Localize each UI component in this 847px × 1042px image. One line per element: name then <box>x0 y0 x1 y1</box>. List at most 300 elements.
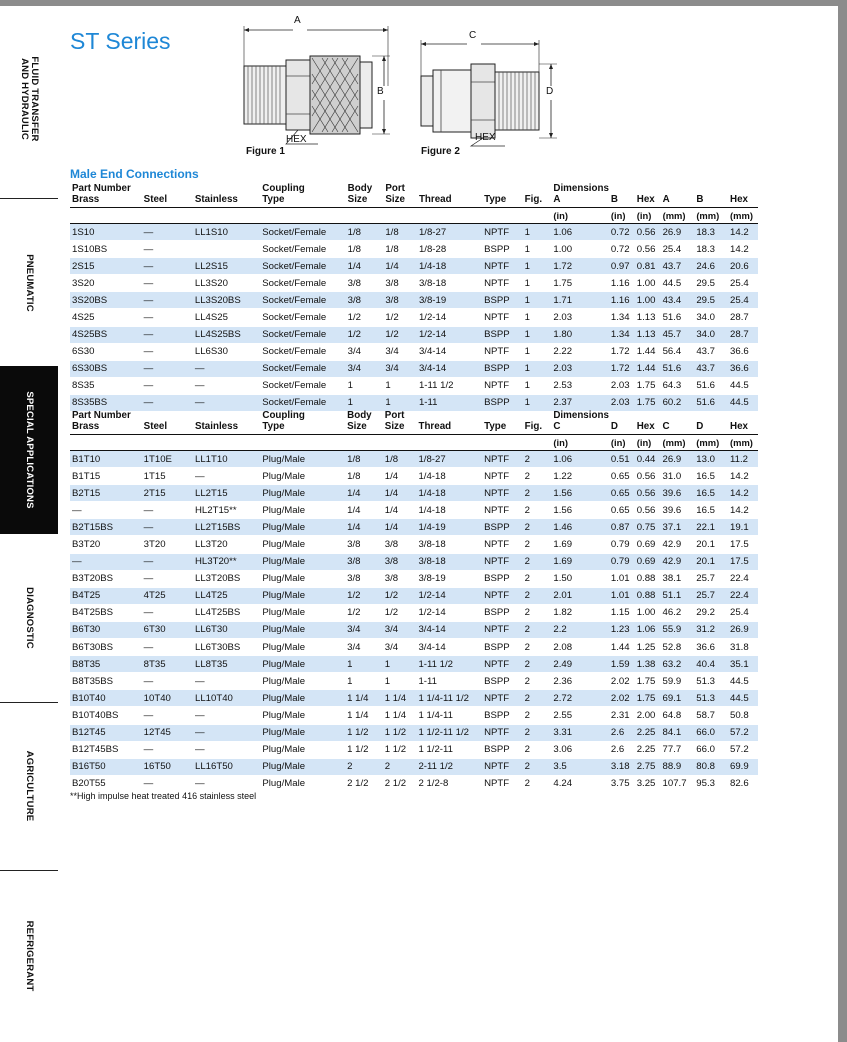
table-cell: 57.2 <box>728 724 758 741</box>
table-cell: 1T10E <box>142 451 193 468</box>
table-row <box>70 502 758 519</box>
table-cell: 45.7 <box>661 326 695 343</box>
table-cell: A <box>551 194 609 208</box>
side-tab-diagnostic[interactable] <box>0 534 58 702</box>
table-cell <box>482 435 523 451</box>
table-cell: NPTF <box>482 275 523 292</box>
table-cell: 1.75 <box>635 394 661 411</box>
table-cell: 0.65 <box>609 485 635 502</box>
table-cell: — <box>193 707 260 724</box>
table-cell: 77.7 <box>661 741 695 758</box>
table-cell: Thread <box>416 421 482 435</box>
table-cell: B12T45 <box>70 724 142 741</box>
table-cell: Steel <box>142 194 193 208</box>
table-cell: Port <box>384 410 405 421</box>
table-cell: 1.75 <box>551 275 609 292</box>
table-cell: 2S15 <box>70 258 142 275</box>
table-cell: 18.3 <box>694 241 728 258</box>
table-cell: 14.2 <box>728 241 758 258</box>
table-cell: 14.2 <box>728 468 758 485</box>
table-cell: 59.9 <box>661 673 695 690</box>
table-cell: 51.6 <box>694 394 728 411</box>
table-cell: 1/2 <box>383 326 417 343</box>
table-cell <box>635 410 661 421</box>
table-cell: 2 <box>523 519 552 536</box>
table-cell: 1/4-19 <box>416 519 482 536</box>
figure-2-caption: Figure 2 <box>421 146 460 157</box>
figure-1 <box>238 14 408 164</box>
table-cell: 2 <box>523 621 552 638</box>
table-cell: Hex <box>728 421 758 435</box>
table-cell: (mm) <box>661 435 695 451</box>
table-cell: NPTF <box>482 451 523 468</box>
table-cell: 3/8 <box>383 275 417 292</box>
table-cell: 14.2 <box>728 224 758 241</box>
table-cell: 14.2 <box>728 502 758 519</box>
table-cell: Plug/Male <box>260 690 345 707</box>
table-cell: 1.59 <box>609 656 635 673</box>
table-cell <box>193 241 260 258</box>
table-cell: 44.5 <box>728 394 758 411</box>
table-cell <box>609 183 635 194</box>
table-cell: 3/4 <box>383 621 417 638</box>
table-cell: Plug/Male <box>260 468 345 485</box>
table-cell <box>609 410 635 421</box>
side-tab-divider <box>0 870 58 871</box>
table-cell: 1.56 <box>551 485 609 502</box>
table-cell: 3/8 <box>346 292 384 309</box>
table-cell: 1.00 <box>635 604 661 621</box>
table-cell: LL6S30 <box>193 343 260 360</box>
table-cell: 3/8-19 <box>417 292 482 309</box>
table-cell: 3.25 <box>635 775 661 792</box>
table-cell: LL3T20 <box>193 536 260 553</box>
table-cell: 3S20 <box>70 275 142 292</box>
table-cell: 1/8 <box>383 451 417 468</box>
table-cell: 2 <box>383 758 417 775</box>
table-cell: 3/4-14 <box>417 343 482 360</box>
table-cell: 2.25 <box>635 724 661 741</box>
table-cell: 1/4-18 <box>416 485 482 502</box>
table-cell: 1 1/2 <box>383 741 417 758</box>
table-cell: (mm) <box>694 208 728 224</box>
table-cell: 2.2 <box>551 621 609 638</box>
side-tab-divider <box>0 702 58 703</box>
table-cell: Socket/Female <box>260 241 345 258</box>
table-cell: — <box>193 673 260 690</box>
table-cell: B8T35 <box>70 656 142 673</box>
table-cell: NPTF <box>482 343 523 360</box>
table-cell: BSPP <box>482 241 523 258</box>
table-cell: 2.03 <box>551 309 609 326</box>
table-cell: 1 1/2-11 1/2 <box>416 724 482 741</box>
table-cell: 1.01 <box>609 587 635 604</box>
table-cell: Plug/Male <box>260 656 345 673</box>
table-cell: 1.69 <box>551 553 609 570</box>
table-cell: 0.56 <box>635 241 661 258</box>
table-cell <box>417 208 482 224</box>
table-cell: 63.2 <box>661 656 695 673</box>
table-cell <box>345 435 383 451</box>
table-cell: 28.7 <box>728 309 758 326</box>
table-cell: 2 <box>523 775 552 792</box>
table-cell: 1.82 <box>551 604 609 621</box>
table-row <box>70 485 758 502</box>
table-cell: 2 <box>523 690 552 707</box>
table-cell: 36.6 <box>694 639 728 656</box>
table-cell: 43.7 <box>694 360 728 377</box>
table-cell: 2 <box>523 673 552 690</box>
table-cell: Socket/Female <box>260 309 345 326</box>
table-cell: 1 <box>523 360 552 377</box>
table-cell: 1/4 <box>383 485 417 502</box>
table-row <box>70 673 758 690</box>
table-cell: Plug/Male <box>260 673 345 690</box>
table-cell: 1.75 <box>635 673 661 690</box>
table-cell: 43.7 <box>661 258 695 275</box>
table-cell: — <box>193 741 260 758</box>
table-cell: 1 1/2-11 <box>416 741 482 758</box>
table-cell: (in) <box>609 208 635 224</box>
table-cell: 31.2 <box>694 621 728 638</box>
table-cell: B2T15 <box>70 485 142 502</box>
table-cell: 1/2-14 <box>416 587 482 604</box>
table-cell: Socket/Female <box>260 360 345 377</box>
header-row <box>70 194 758 208</box>
table-cell: Plug/Male <box>260 553 345 570</box>
table-cell: Type <box>482 194 523 208</box>
table-cell: 57.2 <box>728 741 758 758</box>
table-cell: 3/8-19 <box>416 570 482 587</box>
table-cell: 3/4 <box>346 360 384 377</box>
table-cell: 3T20 <box>142 536 193 553</box>
table-cell: BSPP <box>482 741 523 758</box>
table-cell: 2 1/2-8 <box>416 775 482 792</box>
table-cell: Socket/Female <box>260 394 345 411</box>
table-cell: 1 <box>523 258 552 275</box>
table-row <box>70 775 758 792</box>
table-cell: Size <box>345 421 383 435</box>
table-cell: 26.9 <box>728 621 758 638</box>
table-cell <box>728 410 758 421</box>
table-cell: 0.56 <box>635 468 661 485</box>
table-cell: (in) <box>635 208 661 224</box>
table-cell: 60.2 <box>661 394 695 411</box>
table-cell: D <box>694 421 728 435</box>
header-row <box>70 421 758 435</box>
table-cell: BSPP <box>482 360 523 377</box>
table-cell: 69.9 <box>728 758 758 775</box>
table-row <box>70 275 758 292</box>
table-cell: LL6T30BS <box>193 639 260 656</box>
side-tab-agriculture[interactable] <box>0 702 58 870</box>
table-cell: 1 <box>523 377 552 394</box>
table-cell <box>523 208 552 224</box>
table-cell: 1.15 <box>609 604 635 621</box>
table-cell: 4T25 <box>142 587 193 604</box>
table-cell: 3/8 <box>345 536 383 553</box>
table-cell: 1 1/2 <box>345 724 383 741</box>
table-cell: LL1T10 <box>193 451 260 468</box>
table-cell: 3.18 <box>609 758 635 775</box>
table-cell: 22.4 <box>728 570 758 587</box>
table-cell: 3/8 <box>383 536 417 553</box>
table-cell: — <box>193 360 260 377</box>
table-cell: — <box>193 377 260 394</box>
footnote: **High impulse heat treated 416 stainless steel <box>70 791 257 801</box>
table-cell: 2.49 <box>551 656 609 673</box>
table-cell: 1/8 <box>345 451 383 468</box>
table-cell: Size <box>383 194 417 208</box>
table-cell: 1 1/4 <box>345 690 383 707</box>
side-tab-label: REFRIGERANT <box>24 920 35 992</box>
table-cell: 1/2 <box>346 309 384 326</box>
table-cell: Thread <box>417 194 482 208</box>
table-cell: B12T45BS <box>70 741 142 758</box>
table-cell: Plug/Male <box>260 621 345 638</box>
table-cell: 1.16 <box>609 292 635 309</box>
table-cell: 107.7 <box>661 775 695 792</box>
table-cell: BSPP <box>482 519 523 536</box>
side-tab-label: SPECIAL APPLICATIONS <box>24 391 35 509</box>
table-cell: 2.03 <box>609 377 635 394</box>
table-cell: 0.79 <box>609 536 635 553</box>
table-cell: 1 <box>383 673 417 690</box>
table-cell: 2 <box>523 587 552 604</box>
table-cell: 1/2-14 <box>417 309 482 326</box>
table-cell: Port <box>385 183 405 194</box>
table-cell: LL3S20 <box>193 275 260 292</box>
table-cell: 1 1/4 <box>345 707 383 724</box>
table-cell: 3/8-18 <box>416 553 482 570</box>
table-cell: 51.6 <box>694 377 728 394</box>
table-cell <box>193 208 260 224</box>
table-cell: — <box>142 309 193 326</box>
table-cell: LL10T40 <box>193 690 260 707</box>
side-tab-special-applications[interactable] <box>0 366 58 534</box>
table-cell: 1.23 <box>609 621 635 638</box>
table-cell: 52.8 <box>661 639 695 656</box>
table-cell: 1 1/2 <box>345 741 383 758</box>
table-cell: Socket/Female <box>260 377 345 394</box>
table-cell: 2.36 <box>551 673 609 690</box>
table-cell: LL6T30 <box>193 621 260 638</box>
table-cell <box>523 410 552 421</box>
table-cell: Part Number <box>72 410 131 421</box>
table-cell: 2 <box>523 502 552 519</box>
table-cell: — <box>142 570 193 587</box>
header-row <box>70 183 758 194</box>
table-cell: 2 <box>523 553 552 570</box>
table-cell: — <box>193 775 260 792</box>
table-cell: 3.31 <box>551 724 609 741</box>
table-cell <box>193 435 260 451</box>
table-cell: 6S30BS <box>70 360 142 377</box>
table-cell: (in) <box>551 208 609 224</box>
table-cell: 2 <box>523 570 552 587</box>
table-cell: 2 <box>523 485 552 502</box>
table-cell: 17.5 <box>728 536 758 553</box>
table-cell: — <box>142 741 193 758</box>
table-cell: Coupling <box>262 410 305 421</box>
table-cell: 26.9 <box>661 224 695 241</box>
table-cell: Socket/Female <box>260 224 345 241</box>
table-row <box>70 570 758 587</box>
table-cell: 2 <box>523 758 552 775</box>
table-cell: NPTF <box>482 621 523 638</box>
side-tab-fluid-transfer[interactable] <box>0 6 58 192</box>
dimension-d-label: D <box>546 86 554 97</box>
table-cell: Plug/Male <box>260 639 345 656</box>
table-cell: 3/4 <box>383 343 417 360</box>
table-cell: BSPP <box>482 292 523 309</box>
table-cell: 1.22 <box>551 468 609 485</box>
table-cell <box>694 183 728 194</box>
side-tab-refrigerant[interactable] <box>0 870 58 1042</box>
table-cell: 2.31 <box>609 707 635 724</box>
table-cell: 3.75 <box>609 775 635 792</box>
table-row <box>70 377 758 394</box>
page-title: ST Series <box>70 28 171 54</box>
table-cell: C <box>551 421 609 435</box>
table-cell: Dimensions <box>553 183 609 194</box>
table-cell: 2.08 <box>551 639 609 656</box>
table-cell: NPTF <box>482 224 523 241</box>
table-row <box>70 292 758 309</box>
table-cell: — <box>193 724 260 741</box>
table-cell: 1 <box>345 656 383 673</box>
table-cell: NPTF <box>482 502 523 519</box>
table-cell: BSPP <box>482 707 523 724</box>
table-cell <box>383 435 417 451</box>
table-cell: 1.56 <box>551 502 609 519</box>
table-cell: 1.44 <box>635 343 661 360</box>
table-cell: 3/4 <box>345 639 383 656</box>
table-cell: 1/8-28 <box>417 241 482 258</box>
table-cell <box>635 183 661 194</box>
table-cell: 1/8 <box>383 224 417 241</box>
table-cell <box>193 410 260 421</box>
right-border <box>838 0 847 1042</box>
dimension-b-label: B <box>377 86 384 97</box>
table-cell: 2.37 <box>551 394 609 411</box>
table-row <box>70 451 758 468</box>
table-cell: — <box>142 326 193 343</box>
table-cell: Fig. <box>523 194 552 208</box>
table-cell: 2 <box>523 468 552 485</box>
socket-table <box>70 183 758 412</box>
table-cell: Size <box>346 194 384 208</box>
table-cell: 40.4 <box>694 656 728 673</box>
table-row <box>70 224 758 241</box>
table-cell: 1.06 <box>551 451 609 468</box>
table-cell: — <box>193 468 260 485</box>
table-cell <box>661 410 695 421</box>
table-cell: 58.7 <box>694 707 728 724</box>
table-cell: 80.8 <box>694 758 728 775</box>
table-cell: 16T50 <box>142 758 193 775</box>
table-cell: 1.72 <box>609 360 635 377</box>
table-cell: Socket/Female <box>260 258 345 275</box>
table-cell: 1 <box>523 275 552 292</box>
table-cell: NPTF <box>482 690 523 707</box>
table-cell: 1/4 <box>383 258 417 275</box>
table-cell: — <box>142 241 193 258</box>
table-cell: 0.72 <box>609 241 635 258</box>
table-cell: 1/4 <box>345 485 383 502</box>
table-cell: 1.06 <box>635 621 661 638</box>
table-cell: — <box>70 502 142 519</box>
table-cell: 3/8-18 <box>417 275 482 292</box>
table-cell: 25.7 <box>694 587 728 604</box>
table-cell: 0.44 <box>635 451 661 468</box>
table-cell: — <box>142 275 193 292</box>
table-cell: Dimensions <box>553 410 609 421</box>
table-cell: 2 <box>523 656 552 673</box>
table-cell: NPTF <box>482 775 523 792</box>
table-cell: 2-11 1/2 <box>416 758 482 775</box>
table-cell: 0.79 <box>609 553 635 570</box>
table-cell: 2 <box>523 536 552 553</box>
table-cell: 0.88 <box>635 587 661 604</box>
table-cell: (in) <box>609 435 635 451</box>
units-row <box>70 208 758 224</box>
table-row <box>70 741 758 758</box>
table-cell: 0.72 <box>609 224 635 241</box>
table-cell: 18.3 <box>694 224 728 241</box>
table-cell: BSPP <box>482 570 523 587</box>
table-cell: 2.22 <box>551 343 609 360</box>
table-cell: 25.7 <box>694 570 728 587</box>
table-cell: Plug/Male <box>260 502 345 519</box>
table-cell: 51.6 <box>661 360 695 377</box>
hex-label: HEX <box>286 134 307 145</box>
table-cell: 1.72 <box>551 258 609 275</box>
table-cell: 1-11 <box>417 394 482 411</box>
table-cell: 1 <box>383 394 417 411</box>
table-cell: 4S25BS <box>70 326 142 343</box>
table-cell: BSPP <box>482 604 523 621</box>
table-cell: — <box>142 604 193 621</box>
side-tab-pneumatic[interactable] <box>0 200 58 366</box>
table-cell: 2 <box>523 451 552 468</box>
table-cell: 1-11 1/2 <box>417 377 482 394</box>
table-row <box>70 519 758 536</box>
table-cell: Plug/Male <box>260 724 345 741</box>
table-cell: 3/8 <box>345 570 383 587</box>
table-cell: 1 <box>523 394 552 411</box>
table-cell: Type <box>260 421 345 435</box>
table-cell: B1T15 <box>70 468 142 485</box>
table-cell <box>416 435 482 451</box>
table-row <box>70 553 758 570</box>
table-cell: LL16T50 <box>193 758 260 775</box>
table-cell: (mm) <box>694 435 728 451</box>
table-cell: 1.16 <box>609 275 635 292</box>
table-cell: LL8T35 <box>193 656 260 673</box>
table-cell: Brass <box>70 194 142 208</box>
table-cell: 39.6 <box>661 485 695 502</box>
table-row <box>70 258 758 275</box>
table-cell: (in) <box>635 435 661 451</box>
table-cell: 50.8 <box>728 707 758 724</box>
table-cell: 2.03 <box>551 360 609 377</box>
table-cell: 29.2 <box>694 604 728 621</box>
table-cell: C <box>661 421 695 435</box>
table-cell: 44.5 <box>728 377 758 394</box>
figure-2 <box>415 28 565 158</box>
table-cell: 51.6 <box>661 309 695 326</box>
